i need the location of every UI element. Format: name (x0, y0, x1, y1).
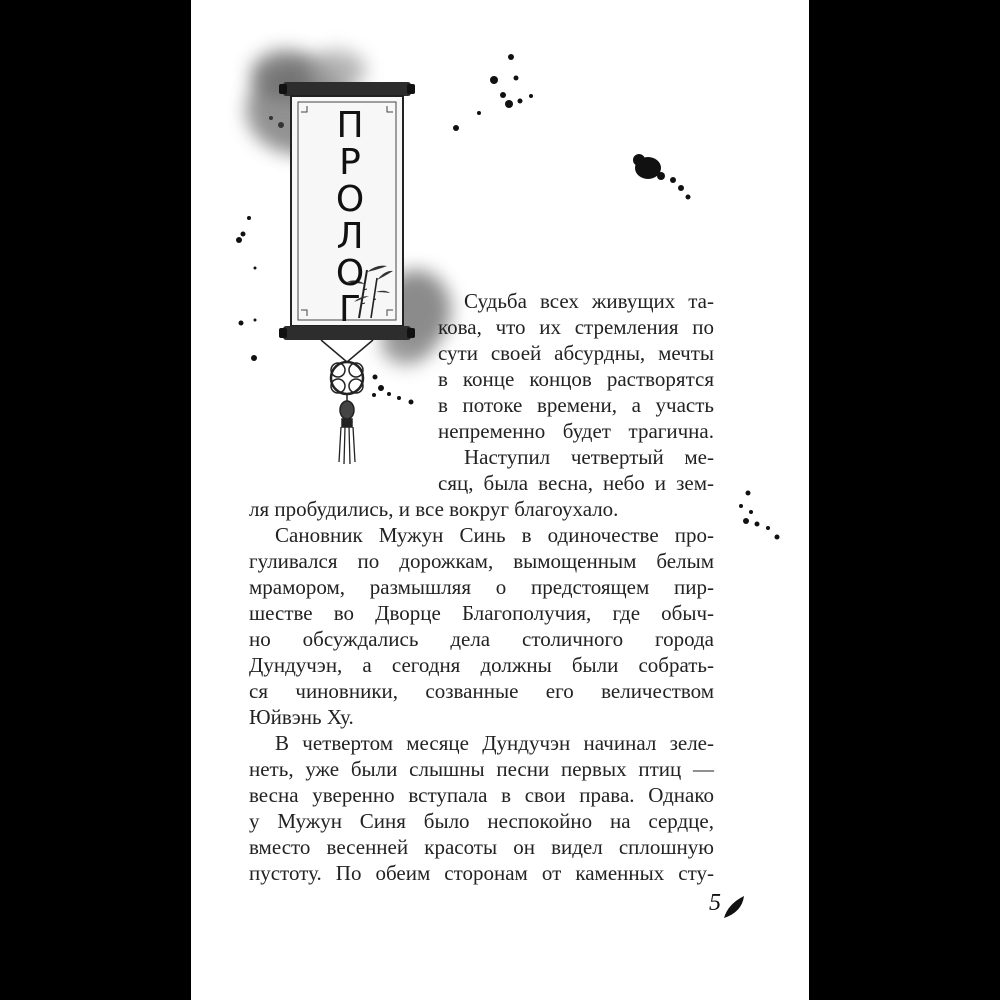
text-line: сути своей абсурдны, мечты (438, 341, 714, 365)
text-line: кова, что их стремления по (438, 315, 714, 339)
text-line: пустоту. По обеим сторонам от каменных сту- (249, 861, 714, 885)
text-line: в потоке времени, а участь (438, 393, 714, 417)
book-page (191, 0, 809, 1000)
leaf-icon (724, 896, 744, 918)
title-letter: О (335, 179, 365, 220)
page-number: 5 (709, 890, 721, 916)
title-letter: О (335, 253, 365, 294)
text-line: у Мужун Синя было неспокойно на сердце, (249, 809, 714, 833)
text-line: неть, уже были слышны песни первых птиц — (249, 757, 714, 781)
title-letter: П (336, 105, 364, 146)
text-line: Наступил четвертый ме- (464, 445, 714, 469)
text-line: Юйвэнь Ху. (249, 705, 354, 729)
text-line: ля пробудились, и все вокруг благоухало. (249, 497, 619, 521)
text-line: гуливался по дорожкам, вымощенным белым (249, 549, 714, 573)
text-line: ся чиновники, созванные его величеством (249, 679, 714, 703)
text-line: В четвертом месяце Дундучэн начинал зеле- (275, 731, 714, 755)
text-line: но обсуждались дела столичного города (249, 627, 714, 651)
text-line: в конце концов растворятся (438, 367, 714, 391)
text-line: мрамором, размышляя о предстоящем пир- (249, 575, 714, 599)
text-line: Судьба всех живущих та- (464, 289, 714, 313)
text-line: сяц, была весна, небо и зем- (438, 471, 714, 495)
text-line: непременно будет трагична. (438, 419, 714, 443)
text-line: Сановник Мужун Синь в одиночестве про- (275, 523, 714, 547)
title-letter: Р (339, 142, 361, 183)
chinese-knot-tassel-icon (321, 340, 373, 464)
text-line: весна уверенно вступала в свои права. Однако (249, 783, 714, 807)
title-letter: Л (336, 216, 364, 257)
text-line: вместо весенней красоты он видел сплошную (249, 835, 714, 859)
text-line: Дундучэн, а сегодня должны были собрать- (249, 653, 714, 677)
title-letter: Г (339, 289, 361, 330)
text-line: шестве во Дворце Благополучия, где обыч- (249, 601, 714, 625)
